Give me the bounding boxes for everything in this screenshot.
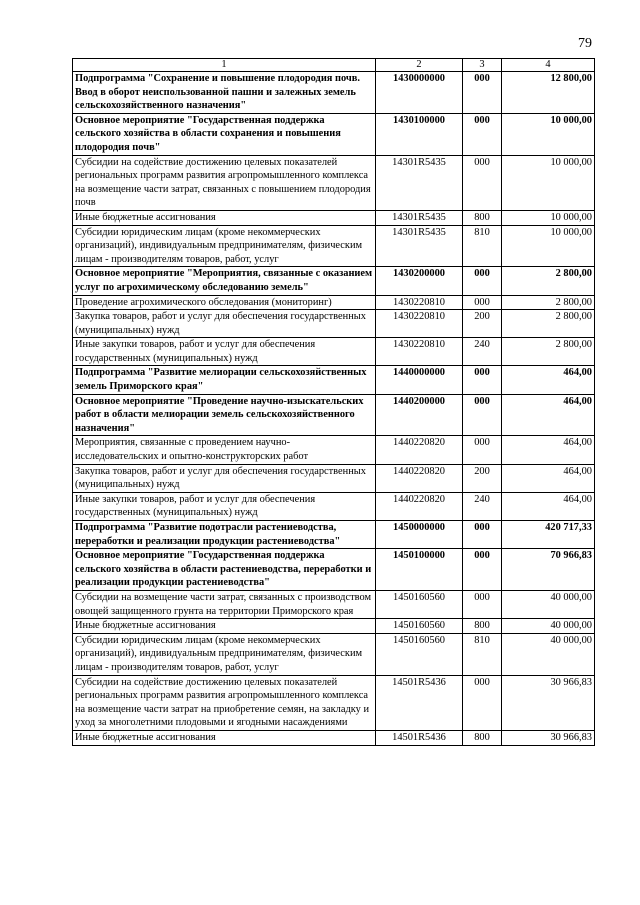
- row-amount: 70 966,83: [502, 549, 595, 591]
- row-expense-type: 000: [463, 72, 502, 114]
- row-code: 1450000000: [376, 521, 463, 549]
- row-code: 1450160560: [376, 590, 463, 618]
- row-name: Иные закупки товаров, работ и услуг для обеспечения государственных (муниципальных) нужд: [73, 338, 376, 366]
- table-row: [73, 464, 595, 492]
- row-name: Подпрограмма "Развитие мелиорации сельскохозяйственных земель Приморского края": [73, 366, 376, 394]
- row-expense-type: 000: [463, 366, 502, 394]
- row-amount: 464,00: [502, 436, 595, 464]
- header-row: [73, 59, 595, 72]
- row-code: 1430220810: [376, 310, 463, 338]
- row-name: Иные бюджетные ассигнования: [73, 730, 376, 745]
- row-name: Проведение агрохимического обследования (мониторинг): [73, 295, 376, 310]
- row-amount: 464,00: [502, 366, 595, 394]
- table-row: [73, 310, 595, 338]
- row-expense-type: 000: [463, 394, 502, 436]
- table-row: [73, 675, 595, 730]
- row-code: 1440200000: [376, 394, 463, 436]
- row-name: Подпрограмма "Развитие подотрасли растениеводства, переработки и реализации продукции растениеводства": [73, 521, 376, 549]
- row-expense-type: 000: [463, 113, 502, 155]
- table-row: [73, 590, 595, 618]
- header-col-3: 3: [463, 59, 502, 72]
- row-name: Мероприятия, связанные с проведением научно-исследовательских и опытно-конструкторских работ: [73, 436, 376, 464]
- row-code: 1440000000: [376, 366, 463, 394]
- row-amount: 10 000,00: [502, 225, 595, 267]
- row-expense-type: 000: [463, 295, 502, 310]
- row-name: Закупка товаров, работ и услуг для обеспечения государственных (муниципальных) нужд: [73, 464, 376, 492]
- row-amount: 30 966,83: [502, 675, 595, 730]
- header-col-4: 4: [502, 59, 595, 72]
- row-expense-type: 000: [463, 675, 502, 730]
- row-name: Субсидии на возмещение части затрат, связанных с производством овощей защищенного грунта на территории Приморского края: [73, 590, 376, 618]
- row-name: Субсидии на содействие достижению целевых показателей региональных программ развития агропромышленного комплекса на возмещение части затрат, связанных с повышением плодородия почв: [73, 155, 376, 210]
- table-row: [73, 267, 595, 295]
- row-expense-type: 000: [463, 267, 502, 295]
- row-amount: 2 800,00: [502, 267, 595, 295]
- row-expense-type: 000: [463, 155, 502, 210]
- row-code: 1430100000: [376, 113, 463, 155]
- row-amount: 464,00: [502, 394, 595, 436]
- row-code: 14301R5435: [376, 210, 463, 225]
- row-expense-type: 810: [463, 225, 502, 267]
- row-amount: 2 800,00: [502, 310, 595, 338]
- row-expense-type: 000: [463, 549, 502, 591]
- row-name: Основное мероприятие "Государственная поддержка сельского хозяйства в области растениеводства, переработки и реализации продукции растениеводства": [73, 549, 376, 591]
- row-code: 1430220810: [376, 338, 463, 366]
- table-row: [73, 155, 595, 210]
- row-amount: 420 717,33: [502, 521, 595, 549]
- row-code: 1440220820: [376, 492, 463, 520]
- row-name: Иные бюджетные ассигнования: [73, 619, 376, 634]
- row-code: 1440220820: [376, 436, 463, 464]
- row-code: 1430200000: [376, 267, 463, 295]
- table-body: [73, 72, 595, 746]
- row-amount: 464,00: [502, 464, 595, 492]
- table-row: [73, 521, 595, 549]
- row-code: 14301R5435: [376, 225, 463, 267]
- row-amount: 2 800,00: [502, 295, 595, 310]
- row-name: Иные закупки товаров, работ и услуг для обеспечения государственных (муниципальных) нужд: [73, 492, 376, 520]
- row-expense-type: 000: [463, 590, 502, 618]
- row-expense-type: 240: [463, 492, 502, 520]
- row-expense-type: 800: [463, 730, 502, 745]
- row-amount: 10 000,00: [502, 210, 595, 225]
- row-code: 1430220810: [376, 295, 463, 310]
- table-row: [73, 295, 595, 310]
- row-expense-type: 200: [463, 310, 502, 338]
- row-amount: 10 000,00: [502, 113, 595, 155]
- table-row: [73, 72, 595, 114]
- row-amount: 30 966,83: [502, 730, 595, 745]
- row-expense-type: 000: [463, 436, 502, 464]
- row-code: 1440220820: [376, 464, 463, 492]
- row-amount: 12 800,00: [502, 72, 595, 114]
- row-name: Основное мероприятие "Мероприятия, связанные с оказанием услуг по агрохимическому обследованию земель": [73, 267, 376, 295]
- table-row: [73, 338, 595, 366]
- row-expense-type: 000: [463, 521, 502, 549]
- table-row: [73, 210, 595, 225]
- row-expense-type: 240: [463, 338, 502, 366]
- table-row: [73, 633, 595, 675]
- page-number: 79: [578, 36, 592, 51]
- table-row: [73, 366, 595, 394]
- table-row: [73, 492, 595, 520]
- row-amount: 10 000,00: [502, 155, 595, 210]
- row-amount: 40 000,00: [502, 633, 595, 675]
- row-expense-type: 810: [463, 633, 502, 675]
- row-amount: 40 000,00: [502, 619, 595, 634]
- row-amount: 2 800,00: [502, 338, 595, 366]
- row-code: 1450160560: [376, 619, 463, 634]
- row-name: Субсидии юридическим лицам (кроме некоммерческих организаций), индивидуальным предпринимателям, физическим лицам - производителям товаров, работ, услуг: [73, 633, 376, 675]
- row-name: Закупка товаров, работ и услуг для обеспечения государственных (муниципальных) нужд: [73, 310, 376, 338]
- table-row: [73, 113, 595, 155]
- row-name: Иные бюджетные ассигнования: [73, 210, 376, 225]
- row-expense-type: 800: [463, 619, 502, 634]
- row-code: 1430000000: [376, 72, 463, 114]
- row-name: Подпрограмма "Сохранение и повышение плодородия почв. Ввод в оборот неиспользованной пашни и залежных земель сельскохозяйственного назначения": [73, 72, 376, 114]
- budget-table: [72, 58, 595, 746]
- table-row: [73, 549, 595, 591]
- row-name: Субсидии юридическим лицам (кроме некоммерческих организаций), индивидуальным предпринимателям, физическим лицам - производителям товаров, работ, услуг: [73, 225, 376, 267]
- row-code: 14301R5435: [376, 155, 463, 210]
- table-row: [73, 225, 595, 267]
- row-expense-type: 800: [463, 210, 502, 225]
- row-amount: 464,00: [502, 492, 595, 520]
- row-name: Субсидии на содействие достижению целевых показателей региональных программ развития агропромышленного комплекса на возмещение части затрат на приобретение семян, на закладку и уход за многолетними плодовыми и ягодными насаждениями: [73, 675, 376, 730]
- row-amount: 40 000,00: [502, 590, 595, 618]
- row-code: 1450100000: [376, 549, 463, 591]
- table-row: [73, 619, 595, 634]
- row-code: 1450160560: [376, 633, 463, 675]
- row-code: 14501R5436: [376, 675, 463, 730]
- table-row: [73, 394, 595, 436]
- row-expense-type: 200: [463, 464, 502, 492]
- header-col-1: 1: [73, 59, 376, 72]
- row-name: Основное мероприятие "Проведение научно-изыскательских работ в области мелиорации земель сельскохозяйственного назначения": [73, 394, 376, 436]
- table-row: [73, 436, 595, 464]
- table-row: [73, 730, 595, 745]
- row-code: 14501R5436: [376, 730, 463, 745]
- header-col-2: 2: [376, 59, 463, 72]
- row-name: Основное мероприятие "Государственная поддержка сельского хозяйства в области сохранения и повышения плодородия почв": [73, 113, 376, 155]
